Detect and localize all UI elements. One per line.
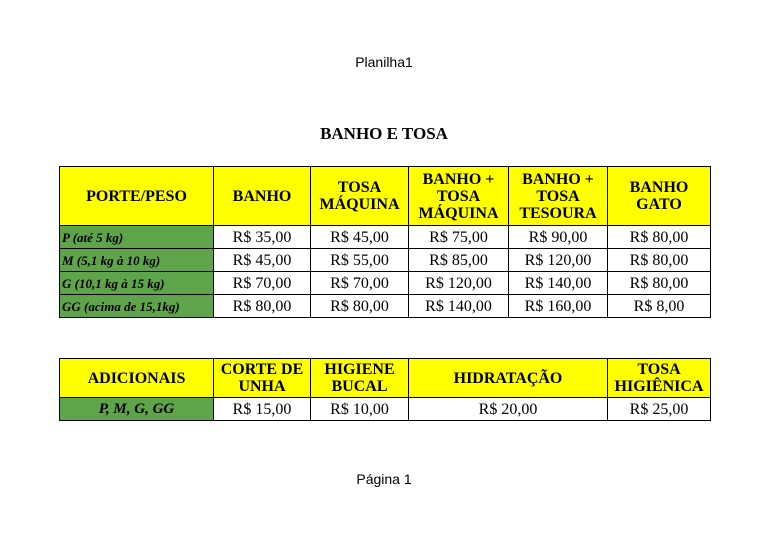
- price-cell: R$ 80,00: [608, 249, 711, 272]
- row-label: GG (acima de 15,1kg): [60, 295, 214, 318]
- row-label: P, M, G, GG: [60, 398, 214, 421]
- table-row: [60, 398, 711, 421]
- price-cell: R$ 160,00: [509, 295, 608, 318]
- price-cell: R$ 20,00: [409, 398, 608, 421]
- prices-table: [59, 166, 711, 318]
- header-adicionais: ADICIONAIS: [60, 359, 214, 398]
- table-row: [60, 226, 711, 249]
- price-cell: R$ 80,00: [608, 272, 711, 295]
- page-header: Planilha1: [355, 54, 413, 70]
- price-cell: R$ 70,00: [311, 272, 409, 295]
- price-cell: R$ 80,00: [311, 295, 409, 318]
- price-cell: R$ 80,00: [608, 226, 711, 249]
- addons-header-row: [60, 359, 711, 398]
- header-higiene-bucal: HIGIENE BUCAL: [311, 359, 409, 398]
- row-label: M (5,1 kg à 10 kg): [60, 249, 214, 272]
- price-cell: R$ 80,00: [214, 295, 311, 318]
- header-banho-tosa-tesoura: BANHO + TOSA TESOURA: [509, 167, 608, 226]
- header-banho-gato: BANHO GATO: [608, 167, 711, 226]
- header-tosa-higienica: TOSA HIGIÊNICA: [608, 359, 711, 398]
- header-hidratacao: HIDRATAÇÃO: [409, 359, 608, 398]
- row-label: G (10,1 kg à 15 kg): [60, 272, 214, 295]
- table-row: [60, 249, 711, 272]
- document-title: BANHO E TOSA: [320, 124, 448, 143]
- header-tosa-maquina: TOSA MÁQUINA: [311, 167, 409, 226]
- table-row: [60, 295, 711, 318]
- price-cell: R$ 8,00: [608, 295, 711, 318]
- price-cell: R$ 120,00: [509, 249, 608, 272]
- addons-table: [59, 358, 711, 421]
- price-cell: R$ 140,00: [409, 295, 509, 318]
- price-cell: R$ 25,00: [608, 398, 711, 421]
- header-banho-tosa-maquina: BANHO + TOSA MÁQUINA: [409, 167, 509, 226]
- row-label: P (até 5 kg): [60, 226, 214, 249]
- price-cell: R$ 10,00: [311, 398, 409, 421]
- price-cell: R$ 75,00: [409, 226, 509, 249]
- price-cell: R$ 140,00: [509, 272, 608, 295]
- price-cell: R$ 45,00: [311, 226, 409, 249]
- header-corte-de-unha: CORTE DE UNHA: [214, 359, 311, 398]
- price-cell: R$ 15,00: [214, 398, 311, 421]
- page-footer: Página 1: [356, 471, 412, 487]
- price-cell: R$ 35,00: [214, 226, 311, 249]
- price-cell: R$ 45,00: [214, 249, 311, 272]
- table-row: [60, 272, 711, 295]
- prices-header-row: [60, 167, 711, 226]
- header-banho: BANHO: [214, 167, 311, 226]
- price-cell: R$ 85,00: [409, 249, 509, 272]
- price-cell: R$ 120,00: [409, 272, 509, 295]
- price-cell: R$ 70,00: [214, 272, 311, 295]
- price-cell: R$ 55,00: [311, 249, 409, 272]
- header-porte-peso: PORTE/PESO: [60, 167, 214, 226]
- price-cell: R$ 90,00: [509, 226, 608, 249]
